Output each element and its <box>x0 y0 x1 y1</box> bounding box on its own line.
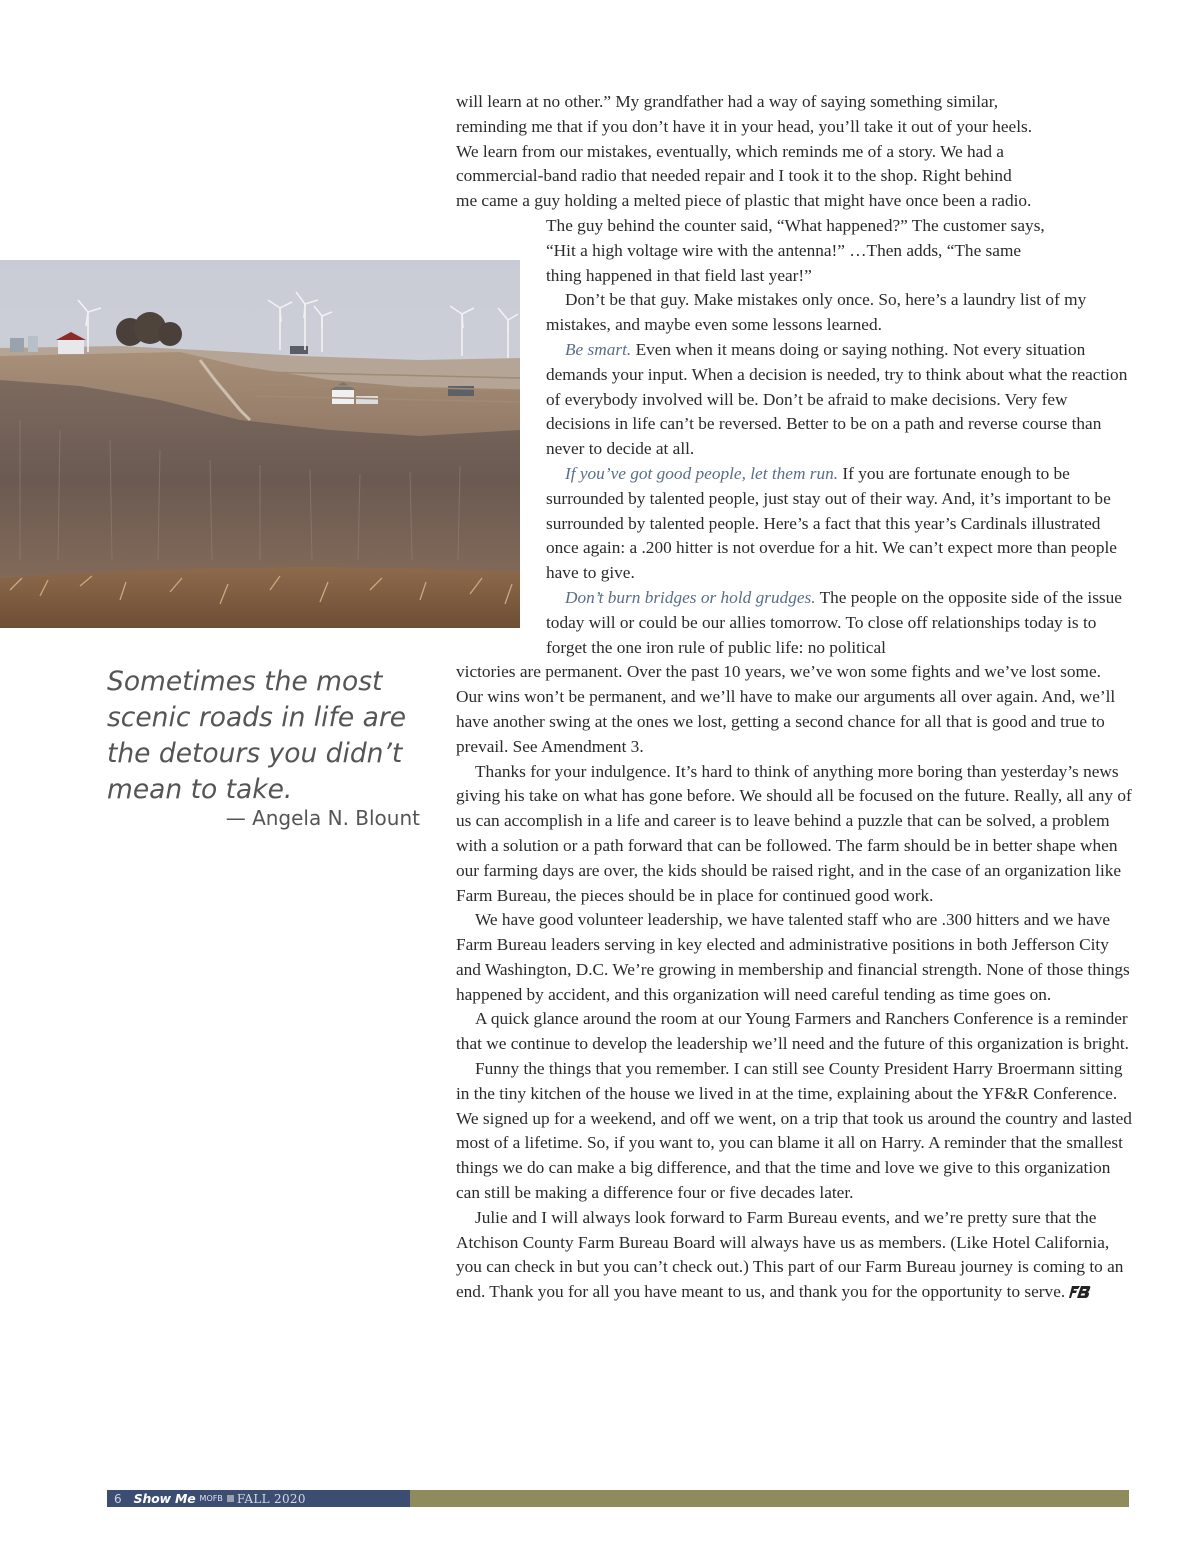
paragraph-4 <box>546 462 1132 586</box>
farm-bureau-end-mark-icon <box>1069 1286 1091 1298</box>
paragraph-1-line-6: The guy behind the counter said, “What happened?” The customer says, <box>546 215 1045 235</box>
paragraph-5-text-a: The people on the opposite side of the issue today will or could be our allies tomorrow. To close off relationships today is to forget the one iron rule of public life: no political <box>546 587 1122 657</box>
footer-bar-right <box>410 1490 1129 1507</box>
page-number: 6 <box>114 1491 122 1506</box>
paragraph-3 <box>546 338 1132 462</box>
lead-in-good-people: If you’ve got good people, let them run. <box>565 463 839 483</box>
landscape-photo <box>0 260 520 628</box>
paragraph-7: We have good volunteer leadership, we have talented staff who are .300 hitters and we have Farm Bureau leaders serving in key elected and administrative positions in both Jefferson City and Washington, D.C. We’re growing in membership and financial strength. None of those things happened by accident, and this organization will need careful tending as time goes on. <box>456 910 1130 1004</box>
magazine-brand-sub: MOFB <box>199 1494 223 1503</box>
paragraph-8: A quick glance around the room at our Young Farmers and Ranchers Conference is a reminder that we continue to develop the leadership we’ll need and the future of this organization is bright. <box>456 1009 1129 1054</box>
paragraph-1-line-4: commercial-band radio that needed repair and I took it to the shop. Right behind <box>456 166 1012 186</box>
paragraph-1-line-7: “Hit a high voltage wire with the antenna!” …Then adds, “The same <box>546 240 1022 260</box>
paragraph-1-line-5: me came a guy holding a melted piece of plastic that might have once been a radio. <box>456 191 1032 211</box>
article-body <box>456 90 1132 1305</box>
paragraph-10-text: Julie and I will always look forward to Farm Bureau events, and we’re pretty sure that the Atchison County Farm Bureau Board will always have us as members. (Like Hotel California, you can check in but you can’t check out.) This part of our Farm Bureau journey is coming to an end. Thank you for all you have meant to us, and thank you for the opportunity to serve. <box>456 1207 1124 1302</box>
paragraph-1-line-8: thing happened in that field last year!” <box>546 265 812 285</box>
wrapped-text-block <box>456 214 1132 660</box>
paragraph-3-text: Even when it means doing or saying nothing. Not every situation demands your input. When a decision is needed, try to think about what the reaction of everybody involved will be. Don’t be afraid to make decisions. Very few decisions in life can’t be reversed. Better to be on a path and reverse course than never to decide at all. <box>546 339 1128 459</box>
paragraph-5-continued: victories are permanent. Over the past 10 years, we’ve won some fights and we’ve lost some. Our wins won’t be permanent, and we’ll have to make our arguments all over again. And, we’ll have another swing at the ones we lost, getting a second chance for all that is good and true to prevail. See Amendment 3. <box>456 662 1116 756</box>
pull-quote-author: — Angela N. Blount <box>225 806 420 830</box>
paragraph-1-line-2: reminding me that if you don’t have it in your head, you’ll take it out of your heels. <box>456 116 1033 136</box>
footer-bar-left <box>107 1490 410 1507</box>
lead-in-bridges: Don’t burn bridges or hold grudges. <box>565 587 816 607</box>
paragraph-10 <box>456 1206 1132 1305</box>
lead-in-be-smart: Be smart. <box>565 339 632 359</box>
issue-season: FALL 2020 <box>236 1491 306 1506</box>
pull-quote: Sometimes the most scenic roads in life are the detours you didn’t mean to take. <box>107 666 407 805</box>
paragraph-9: Funny the things that you remember. I can still see County President Harry Broermann sitting in the tiny kitchen of the house we lived in at the time, explaining about the YF&R Conference. We signed up for a weekend, and off we went, on a trip that took us around the country and lasted most of a lifetime. So, if you want to, you can blame it all on Harry. A reminder that the smallest things we do can make a big difference, and that the time and love we give to this organization can still be making a difference four or five decades later. <box>456 1059 1132 1203</box>
separator-square-icon <box>227 1495 234 1502</box>
magazine-brand: Show Me <box>133 1491 196 1506</box>
paragraph-1-line-3: We learn from our mistakes, eventually, which reminds me of a story. We had a <box>456 141 1004 161</box>
paragraph-6: Thanks for your indulgence. It’s hard to think of anything more boring than yesterday’s news giving his take on what has gone before. We should all be focused on the future. Really, all any of us can accomplish in a life and career is to leave behind a puzzle that can be solved, a problem with a solution or a path forward that can be followed. The farm should be in better shape when our farming days are over, the kids should be raised right, and in the case of an organization like Farm Bureau, the pieces should be in place for continued good work. <box>456 761 1132 905</box>
paragraph-4-text: If you are fortunate enough to be surrounded by talented people, just stay out of their way. And, it’s important to be surrounded by talented people. Here’s a fact that this year’s Cardinals illustrated once again: a .200 hitter is not overdue for a hit. We can’t expect more than people have to give. <box>546 463 1117 583</box>
paragraph-1-line-1: will learn at no other.” My grandfather had a way of saying something similar, <box>456 92 999 111</box>
paragraph-2: Don’t be that guy. Make mistakes only once. So, here’s a laundry list of my mistakes, and maybe even some lessons learned. <box>546 290 1087 335</box>
paragraph-5-start <box>546 586 1132 660</box>
